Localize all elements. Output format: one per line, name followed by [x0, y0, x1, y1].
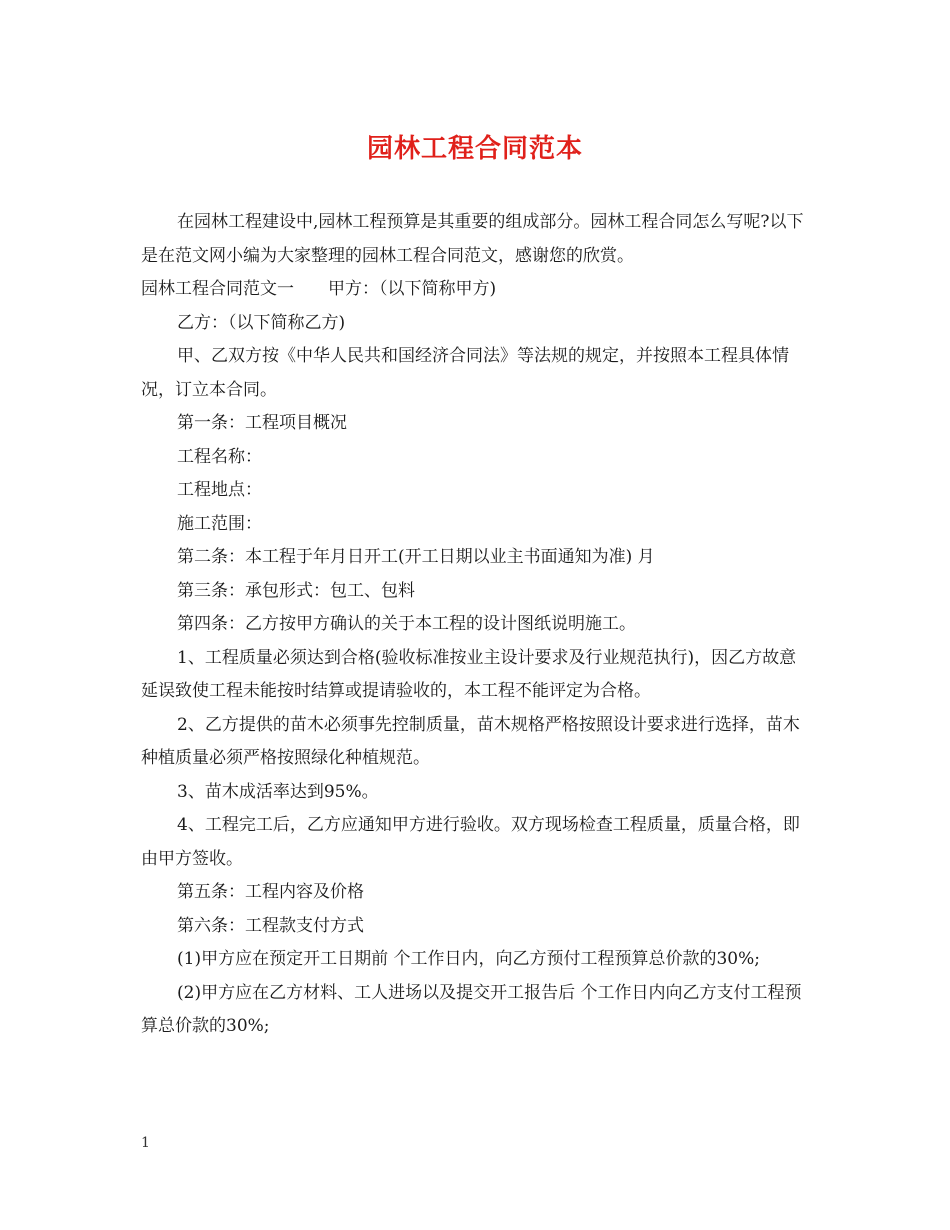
paragraph-article-6: 第六条：工程款支付方式 [177, 915, 364, 936]
paragraph-intro: 在园林工程建设中,园林工程预算是其重要的组成部分。园林工程合同怎么写呢?以下是在范文网小编为大家整理的园林工程合同范文，感谢您的欣赏。 [141, 212, 804, 266]
paragraph-project-name: 工程名称： [177, 446, 262, 467]
paragraph-payment-1: (1)甲方应在预定开工日期前 个工作日内，向乙方预付工程预算总价款的30%; [177, 949, 760, 969]
paragraph-project-location: 工程地点： [177, 480, 262, 500]
document-title: 园林工程合同范本 [366, 134, 583, 164]
document-body [141, 206, 811, 1044]
paragraph-party-b: 乙方：（以下简称乙方) [177, 312, 346, 333]
paragraph-item-4: 4、工程完工后，乙方应通知甲方进行验收。双方现场检查工程质量，质量合格，即由甲方签收。 [141, 815, 800, 869]
paragraph-item-3: 3、苗木成活率达到95%。 [177, 781, 379, 802]
paragraph-article-4: 第四条：乙方按甲方确认的关于本工程的设计图纸说明施工。 [177, 614, 636, 634]
paragraph-payment-2: (2)甲方应在乙方材料、工人进场以及提交开工报告后 个工作日内向乙方支付工程预算总价款的30%; [141, 982, 802, 1036]
paragraph-item-2: 2、乙方提供的苗木必须事先控制质量，苗木规格严格按照设计要求进行选择，苗木种植质量必须严格按照绿化种植规范。 [141, 714, 800, 768]
paragraph-article-3: 第三条：承包形式：包工、包料 [177, 580, 415, 601]
paragraph-construction-scope: 施工范围： [177, 513, 262, 534]
paragraph-item-1: 1、工程质量必须达到合格(验收标准按业主设计要求及行业规范执行)，因乙方故意延误致使工程未能按时结算或提请验收的，本工程不能评定为合格。 [141, 647, 797, 701]
paragraph-article-2: 第二条：本工程于年月日开工(开工日期以业主书面通知为准) 月 [177, 547, 655, 567]
paragraph-agreement: 甲、乙双方按《中华人民共和国经济合同法》等法规的规定，并按照本工程具体情况，订立本合同。 [141, 346, 789, 400]
page-number: 1 [141, 1135, 150, 1151]
paragraph-article-1: 第一条：工程项目概况 [177, 413, 347, 433]
paragraph-party-a: 园林工程合同范文一 甲方：（以下简称甲方) [141, 279, 497, 299]
paragraph-article-5: 第五条：工程内容及价格 [177, 882, 364, 902]
